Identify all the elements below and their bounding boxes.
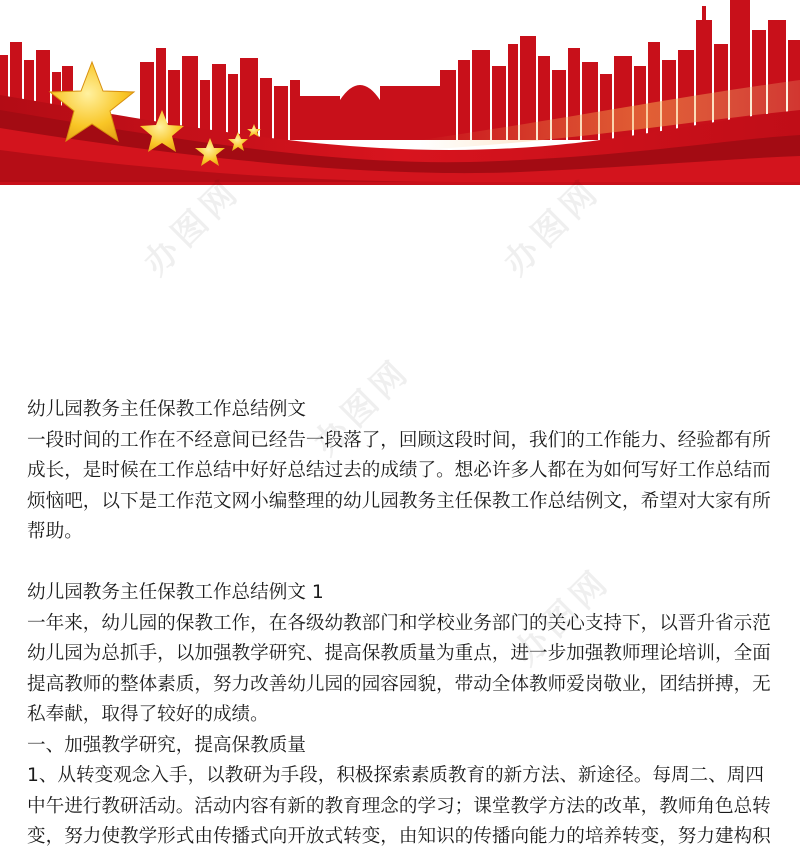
watermark: 办图网 [305, 350, 420, 464]
watermark: 办图网 [135, 170, 250, 284]
section-line: 一年来，幼儿园的保教工作，在各级幼教部门和学校业务部门的关心支持下，以晋升省示范 [27, 612, 771, 634]
item-line: 1、从转变观念入手，以教研为手段，积极探索素质教育的新方法、新途径。每周二、周四 [27, 765, 764, 786]
item-line: 变，努力使教学形式由传播式向开放式转变，由知识的传播向能力的培养转变，努力建构积 [27, 826, 771, 847]
city-skyline-banner-graphic [0, 0, 800, 185]
subheading: 一、加强教学研究，提高保教质量 [27, 734, 306, 756]
intro-line: 帮助。 [27, 521, 83, 542]
header-banner [0, 0, 800, 185]
intro-line: 成长，是时候在工作总结中好好总结过去的成绩了。想必许多人都在为如何写好工作总结而 [27, 460, 771, 481]
section-title: 幼儿园教务主任保教工作总结例文 1 [27, 582, 324, 603]
document-title: 幼儿园教务主任保教工作总结例文 [27, 399, 306, 420]
section-line: 幼儿园为总抓手，以加强教学研究、提高保教质量为重点，进一步加强教师理论培训，全面 [27, 643, 771, 664]
watermark: 办图网 [495, 170, 610, 284]
item-line: 中午进行教研活动。活动内容有新的教育理念的学习；课堂教学方法的改革，教师角色总转 [27, 795, 771, 817]
section-line: 私奉献，取得了较好的成绩。 [27, 704, 269, 725]
document-body [27, 395, 779, 853]
intro-line: 烦恼吧，以下是工作范文网小编整理的幼儿园教务主任保教工作总结例文，希望对大家有所 [27, 490, 771, 512]
watermark: 办图网 [505, 560, 620, 674]
intro-line: 一段时间的工作在不经意间已经告一段落了，回顾这段时间，我们的工作能力、经验都有所 [27, 429, 771, 451]
paragraph-gap [27, 548, 779, 579]
section-line: 提高教师的整体素质，努力改善幼儿园的园容园貌，带动全体教师爱岗敬业，团结拼搏，无 [27, 673, 771, 695]
